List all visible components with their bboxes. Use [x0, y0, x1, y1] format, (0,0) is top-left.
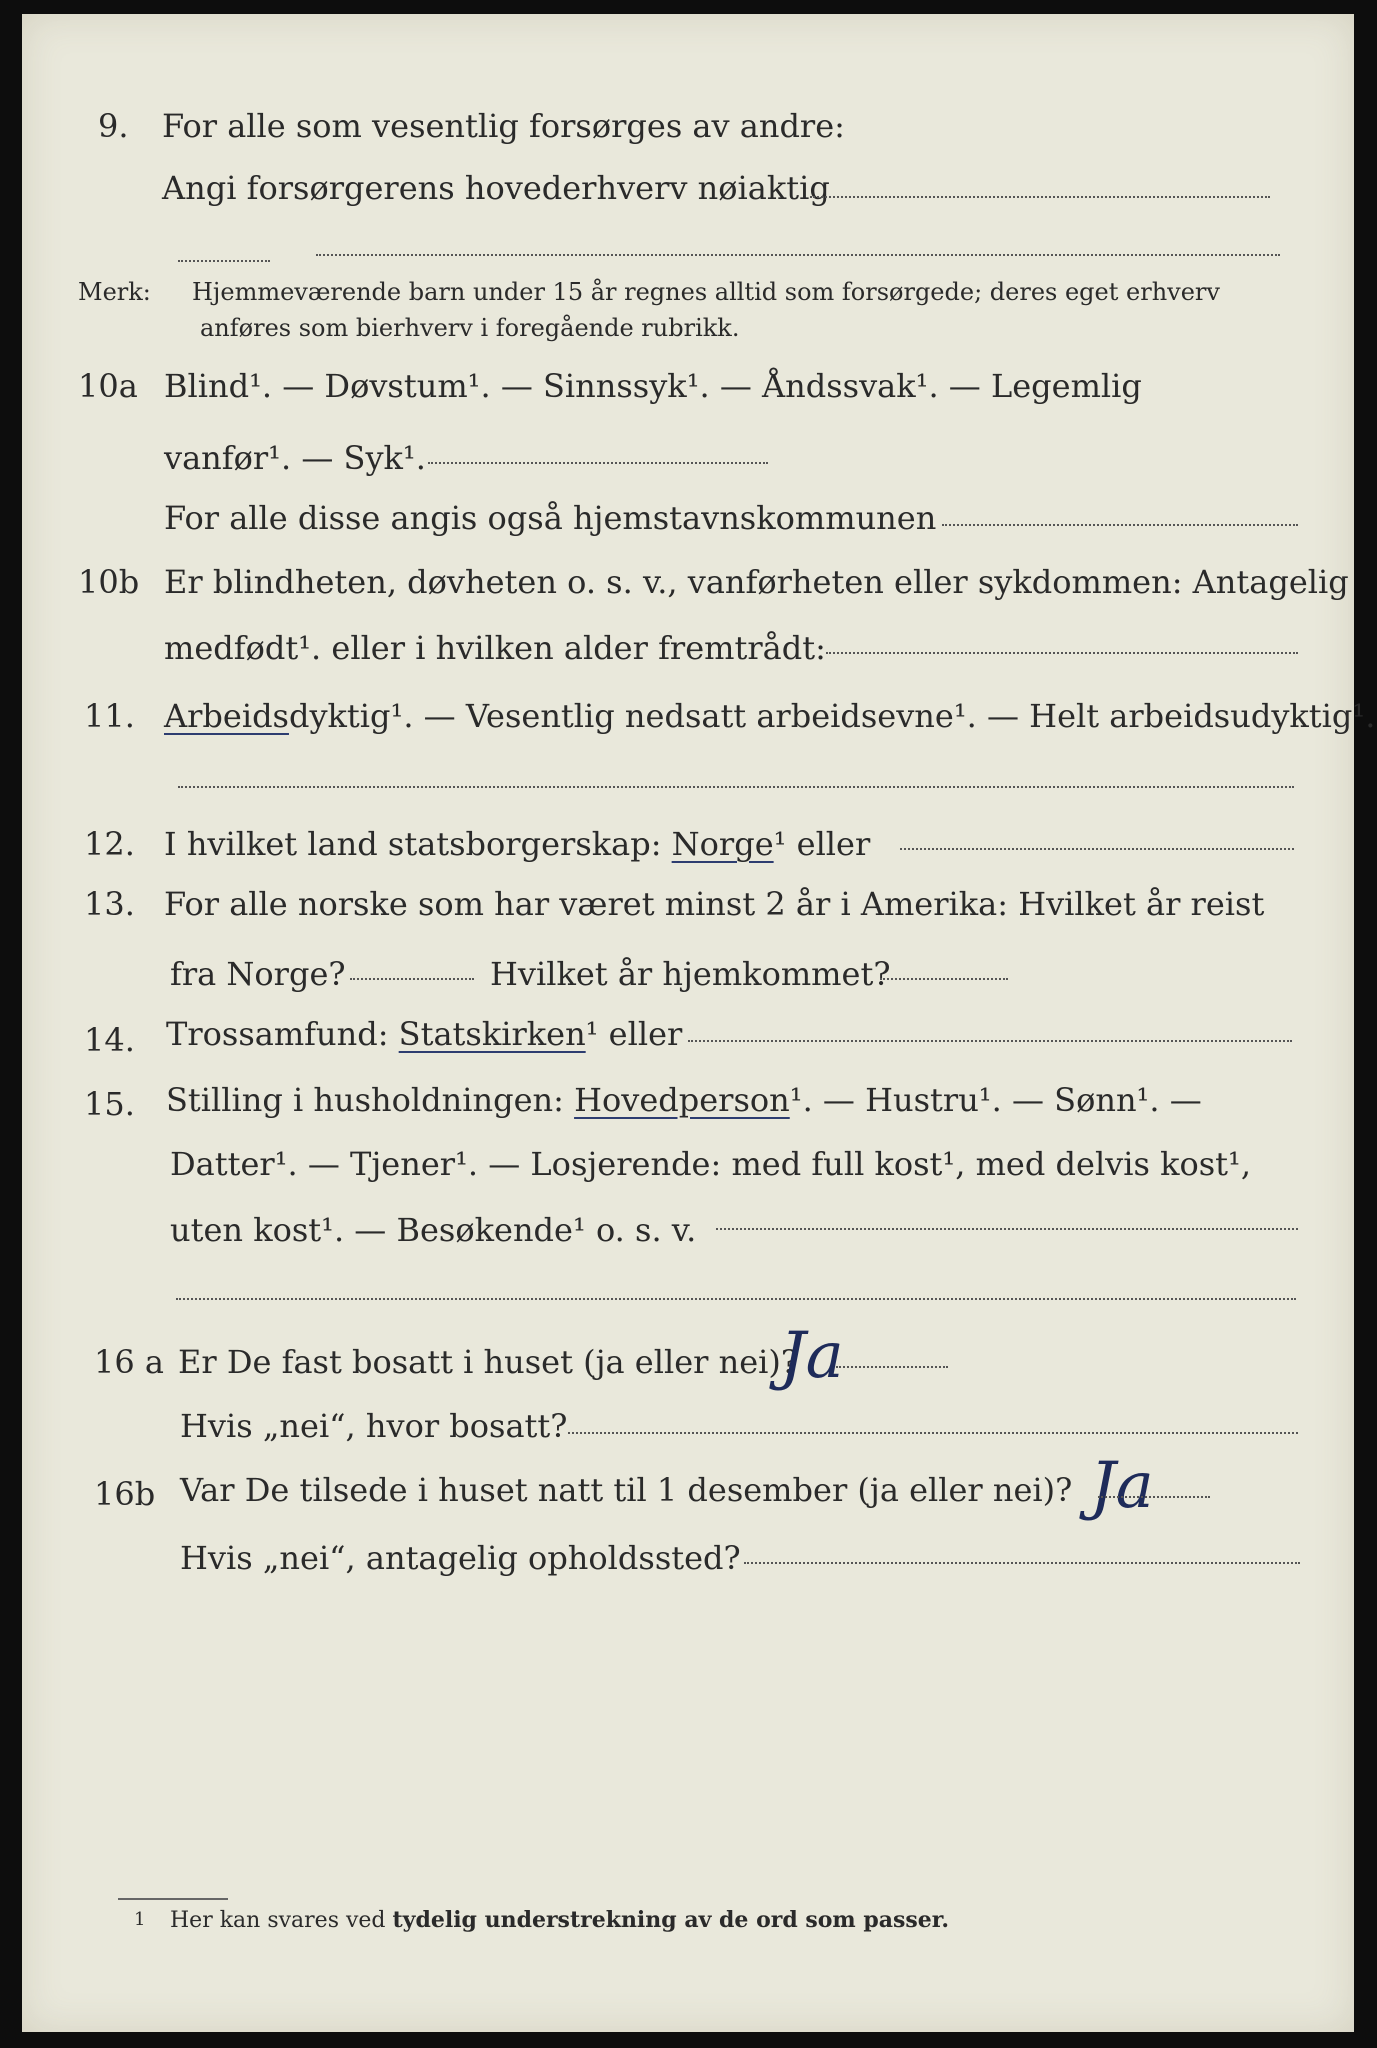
q16a-line1: Er De fast bosatt i huset (ja eller nei)? — [178, 1343, 799, 1381]
q15-number: 15. — [84, 1085, 135, 1123]
q16a-number: 16 a — [94, 1343, 164, 1381]
q10a-line1: Blind¹. — Døvstum¹. — Sinnssyk¹. — Åndssvak¹. — Legemlig — [164, 367, 1142, 405]
q14-answer-line[interactable] — [688, 1040, 1292, 1042]
q16a-bosatt-line[interactable] — [568, 1432, 1298, 1434]
q16b-opholdssted-line[interactable] — [744, 1562, 1300, 1564]
footnote-text-bold: tydelig understrekning av de ord som passer. — [392, 1907, 950, 1933]
q15-line2: Datter¹. — Tjener¹. — Losjerende: med full kost¹, med delvis kost¹, — [170, 1145, 1252, 1183]
q16a-answer-line[interactable] — [836, 1366, 948, 1368]
q15-line1 — [166, 1080, 1202, 1120]
q9-number: 9. — [98, 107, 129, 145]
q13-number: 13. — [84, 885, 135, 923]
q10b-line2: medfødt¹. eller i hvilken alder fremtrådt: — [164, 629, 826, 667]
q14-line1-rest: ¹ eller — [585, 1015, 683, 1053]
q16a-line2: Hvis „nei“, hvor bosatt? — [180, 1407, 568, 1445]
q15-answer-line-2[interactable] — [176, 1298, 1296, 1300]
q13-line2a: fra Norge? — [170, 955, 346, 993]
footnote-rule — [118, 1898, 228, 1900]
q13-line2b: Hvilket år hjemkommet? — [490, 955, 891, 993]
q9-answer-line[interactable] — [810, 196, 1270, 198]
q14-selected-option: Statskirken — [398, 1015, 586, 1053]
q15-line3: uten kost¹. — Besøkende¹ o. s. v. — [170, 1211, 697, 1249]
q15-question: Stilling i husholdningen: — [166, 1081, 575, 1119]
q11-line1 — [164, 696, 1375, 736]
q16b-handwritten-answer: Ja — [1090, 1449, 1154, 1523]
q12-number: 12. — [84, 825, 135, 863]
q11-line1-rest: dyktig¹. — Vesentlig nedsatt arbeidsevne¹. — Helt arbeidsudyktig¹. — [288, 697, 1376, 735]
q15-selected-option: Hovedperson — [574, 1081, 790, 1119]
q14-question: Trossamfund: — [166, 1015, 399, 1053]
q16b-number: 16b — [94, 1475, 156, 1513]
q12-line1 — [164, 824, 870, 864]
q10a-answer-line[interactable] — [428, 462, 768, 464]
q16b-answer-line[interactable] — [1098, 1496, 1210, 1498]
footnote-text-plain: Her kan svares ved — [170, 1908, 393, 1933]
q12-answer-line[interactable] — [900, 848, 1294, 850]
q12-question: I hvilket land statsborgerskap: — [164, 825, 672, 863]
q15-answer-line[interactable] — [716, 1228, 1298, 1230]
q9-answer-line-2b[interactable] — [316, 254, 1280, 256]
q16b-line2: Hvis „nei“, antagelig opholdssted? — [180, 1539, 741, 1577]
q9-line1: For alle som vesentlig forsørges av andre: — [162, 107, 845, 145]
q10b-answer-line[interactable] — [826, 652, 1298, 654]
q10a-line2: vanfør¹. — Syk¹. — [164, 439, 426, 477]
q12-selected-option: Norge — [671, 825, 774, 863]
q14-number: 14. — [84, 1021, 135, 1059]
q14-line1 — [166, 1014, 682, 1054]
q10b-number: 10b — [78, 563, 140, 601]
q9-answer-line-2a[interactable] — [178, 260, 270, 262]
q13-hjemkommet-line[interactable] — [880, 978, 1008, 980]
merk-line2: anføres som bierhverv i foregående rubrikk. — [200, 314, 740, 342]
q16b-line1: Var De tilsede i huset natt til 1 desember (ja eller nei)? — [180, 1471, 1073, 1509]
q10b-line1: Er blindheten, døvheten o. s. v., vanførheten eller sykdommen: Antagelig — [164, 563, 1349, 601]
q10a-line3: For alle disse angis også hjemstavnskommunen — [164, 499, 937, 537]
q15-line1-rest: ¹. — Hustru¹. — Sønn¹. — — [789, 1081, 1202, 1119]
q11-number: 11. — [84, 697, 135, 735]
q16a-handwritten-answer: Ja — [780, 1319, 844, 1393]
merk-label: Merk: — [78, 278, 151, 306]
q11-selected-option: Arbeids — [164, 697, 289, 735]
q11-answer-line[interactable] — [178, 786, 1294, 788]
footnote-mark: 1 — [134, 1909, 146, 1930]
q13-reist-line[interactable] — [350, 978, 474, 980]
q10a-number: 10a — [78, 367, 138, 405]
q10a-hjemstavn-line[interactable] — [942, 524, 1298, 526]
q12-line1-rest: ¹ eller — [773, 825, 871, 863]
footnote-text — [170, 1906, 949, 1935]
q9-line2: Angi forsørgerens hovederhverv nøiaktig — [162, 169, 830, 207]
q13-line1: For alle norske som har været minst 2 år i Amerika: Hvilket år reist — [164, 885, 1265, 923]
merk-line1: Hjemmeværende barn under 15 år regnes alltid som forsørgede; deres eget erhverv — [192, 278, 1220, 306]
